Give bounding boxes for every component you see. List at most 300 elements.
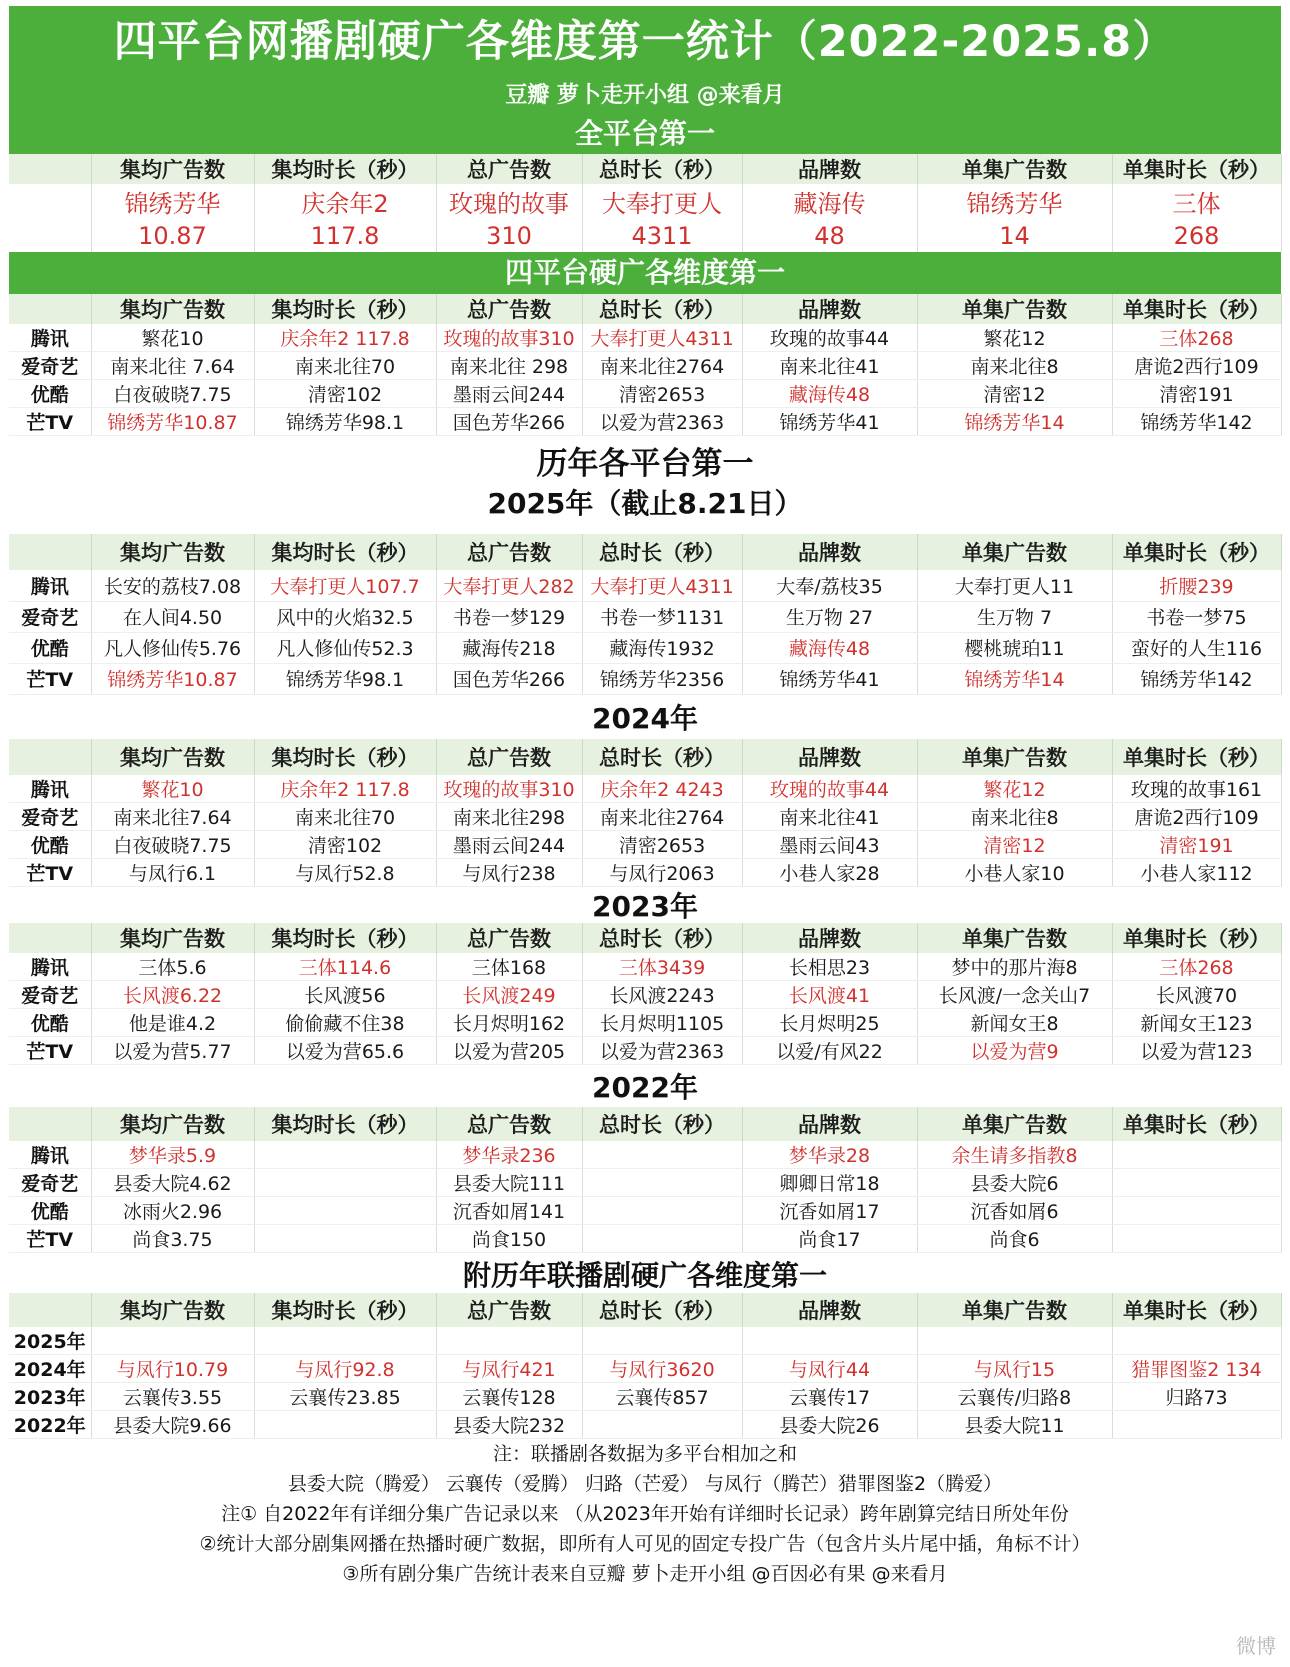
- table-cell: 国色芳华266: [436, 663, 582, 694]
- table-cell: 沉香如屑6: [917, 1196, 1112, 1224]
- table-cell: 清密12: [917, 830, 1112, 858]
- table-cell: 以爱为营205: [436, 1036, 582, 1064]
- table-cell: 繁花10: [91, 324, 254, 352]
- table-cell: 唐诡2西行109: [1112, 802, 1281, 830]
- col-header: 集均时长（秒）: [254, 1107, 436, 1141]
- table-cell: 云襄传17: [742, 1382, 917, 1410]
- col-header: 单集广告数: [917, 739, 1112, 775]
- table-cell: 县委大院11: [917, 1410, 1112, 1438]
- table-row: [9, 1327, 1281, 1355]
- table-cell: [582, 1168, 742, 1196]
- table-cell: [1112, 1224, 1281, 1252]
- table-cell: 他是谁4.2: [91, 1008, 254, 1036]
- notes-block: [9, 1439, 1281, 1589]
- table-cell: 大奉打更人4311: [582, 570, 742, 601]
- row-label: 优酷: [9, 1008, 91, 1036]
- table-row: [9, 1354, 1281, 1382]
- column-header-row: [9, 923, 1281, 953]
- col-header: 品牌数: [742, 294, 917, 324]
- col-header: 单集广告数: [917, 1107, 1112, 1141]
- row-label: 腾讯: [9, 324, 91, 352]
- table-cell: 大奉打更人107.7: [254, 570, 436, 601]
- table-cell: 书卷一梦1131: [582, 601, 742, 632]
- col-header: 总时长（秒）: [582, 1293, 742, 1327]
- col-header: 总时长（秒）: [582, 739, 742, 775]
- table-row: [9, 570, 1281, 601]
- table-cell: 长风渡70: [1112, 980, 1281, 1008]
- table-cell: [1112, 1410, 1281, 1438]
- col-header: 品牌数: [742, 923, 917, 953]
- table-row: [9, 775, 1281, 803]
- summary-value: 268: [1112, 219, 1281, 252]
- row-label: 2025年: [9, 1327, 91, 1355]
- table-cell: 小巷人家10: [917, 858, 1112, 886]
- table-cell: 县委大院232: [436, 1410, 582, 1438]
- note-line: ②统计大部分剧集网播在热播时硬广数据，即所有人可见的固定专投广告（包含片头片尾中插，角标不计）: [199, 1532, 1091, 1555]
- year-2022-table: [9, 1107, 1282, 1253]
- col-header: 单集广告数: [917, 294, 1112, 324]
- col-header: 品牌数: [742, 1107, 917, 1141]
- col-header: 单集时长（秒）: [1112, 294, 1281, 324]
- table-cell: 以爱为营5.77: [91, 1036, 254, 1064]
- col-header: 总广告数: [436, 1293, 582, 1327]
- table-cell: 锦绣芳华10.87: [91, 663, 254, 694]
- watermark: 微博: [1236, 1634, 1276, 1658]
- table-cell: 与凤行421: [436, 1354, 582, 1382]
- col-header: 集均广告数: [91, 739, 254, 775]
- table-cell: 锦绣芳华2356: [582, 663, 742, 694]
- page-title: 四平台网播剧硬广各维度第一统计（2022-2025.8）: [9, 6, 1281, 78]
- table-cell: 南来北往70: [254, 802, 436, 830]
- table-cell: 玫瑰的故事161: [1112, 775, 1281, 803]
- row-label: 2024年: [9, 1354, 91, 1382]
- table-cell: 县委大院26: [742, 1410, 917, 1438]
- table-cell: 南来北往2764: [582, 802, 742, 830]
- column-header-row: [9, 294, 1281, 324]
- table-row: [9, 632, 1281, 663]
- col-header: 品牌数: [742, 534, 917, 570]
- table-cell: 庆余年2 117.8: [254, 324, 436, 352]
- table-cell: 清密2653: [582, 380, 742, 408]
- table-cell: 以爱为营2363: [582, 408, 742, 436]
- summary-value: 117.8: [254, 219, 436, 252]
- table-cell: 书卷一梦129: [436, 601, 582, 632]
- table-cell: 与凤行52.8: [254, 858, 436, 886]
- col-header: 单集广告数: [917, 154, 1112, 184]
- table-cell: 冰雨火2.96: [91, 1196, 254, 1224]
- table-cell: 南来北往 7.64: [91, 352, 254, 380]
- col-header: 集均广告数: [91, 923, 254, 953]
- table-row: [9, 1008, 1281, 1036]
- table-cell: 与凤行15: [917, 1354, 1112, 1382]
- table-row: [9, 663, 1281, 694]
- table-cell: 清密102: [254, 830, 436, 858]
- table-cell: 新闻女王8: [917, 1008, 1112, 1036]
- table-cell: 三体3439: [582, 953, 742, 981]
- table-row: [9, 802, 1281, 830]
- table-cell: 以爱为营2363: [582, 1036, 742, 1064]
- table-cell: 庆余年2 117.8: [254, 775, 436, 803]
- row-label: 2023年: [9, 1382, 91, 1410]
- table-cell: [1112, 1327, 1281, 1355]
- table-cell: 与凤行3620: [582, 1354, 742, 1382]
- col-header: 总广告数: [436, 1107, 582, 1141]
- table-cell: 卿卿日常18: [742, 1168, 917, 1196]
- summary-value: 4311: [582, 219, 742, 252]
- column-header-row: [9, 1107, 1281, 1141]
- table-row: [9, 953, 1281, 981]
- summary-name: 庆余年2: [254, 184, 436, 219]
- table-cell: 县委大院6: [917, 1168, 1112, 1196]
- col-header: 集均时长（秒）: [254, 1293, 436, 1327]
- col-header: 集均广告数: [91, 294, 254, 324]
- table-cell: 长风渡6.22: [91, 980, 254, 1008]
- col-header: 总时长（秒）: [582, 154, 742, 184]
- table-cell: 小巷人家112: [1112, 858, 1281, 886]
- table-cell: 偷偷藏不住38: [254, 1008, 436, 1036]
- col-header: 单集时长（秒）: [1112, 1107, 1281, 1141]
- table-row: [9, 380, 1281, 408]
- table-cell: 墨雨云间244: [436, 830, 582, 858]
- table-cell: 清密2653: [582, 830, 742, 858]
- table-cell: 县委大院111: [436, 1168, 582, 1196]
- table-cell: 长风渡56: [254, 980, 436, 1008]
- joint-table: [9, 1293, 1282, 1439]
- row-label: 优酷: [9, 380, 91, 408]
- year-2023-table: [9, 923, 1282, 1065]
- table-cell: 锦绣芳华41: [742, 408, 917, 436]
- table-cell: 余生请多指教8: [917, 1141, 1112, 1169]
- table-cell: 尚食17: [742, 1224, 917, 1252]
- table-cell: 庆余年2 4243: [582, 775, 742, 803]
- table-cell: 繁花12: [917, 324, 1112, 352]
- row-label: 芒TV: [9, 408, 91, 436]
- row-label: 优酷: [9, 830, 91, 858]
- table-cell: [254, 1327, 436, 1355]
- table-cell: [436, 1327, 582, 1355]
- table-cell: 尚食3.75: [91, 1224, 254, 1252]
- table-row: [9, 1224, 1281, 1252]
- table-cell: 尚食150: [436, 1224, 582, 1252]
- col-header: 单集广告数: [917, 923, 1112, 953]
- row-label: 腾讯: [9, 1141, 91, 1169]
- table-cell: 以爱为营123: [1112, 1036, 1281, 1064]
- table-cell: [1112, 1196, 1281, 1224]
- summary-name: 锦绣芳华: [917, 184, 1112, 219]
- table-cell: 在人间4.50: [91, 601, 254, 632]
- row-label: 芒TV: [9, 663, 91, 694]
- table-cell: [1112, 1141, 1281, 1169]
- col-header: 总广告数: [436, 739, 582, 775]
- table-cell: [582, 1196, 742, 1224]
- year-2023-heading: 2023年: [9, 887, 1281, 923]
- summary-value-row: [9, 219, 1281, 252]
- table-cell: 新闻女王123: [1112, 1008, 1281, 1036]
- table-cell: 锦绣芳华98.1: [254, 663, 436, 694]
- note-line: 注① 自2022年有详细分集广告记录以来 （从2023年开始有详细时长记录）跨年剧算完结日所处年份: [221, 1502, 1069, 1525]
- table-cell: 凡人修仙传5.76: [91, 632, 254, 663]
- table-cell: [582, 1141, 742, 1169]
- year-2024-table: [9, 739, 1282, 887]
- row-label: 芒TV: [9, 858, 91, 886]
- table-cell: 繁花12: [917, 775, 1112, 803]
- note-line: 县委大院（腾爱） 云襄传（爱腾） 归路（芒爱） 与凤行（腾芒）猎罪图鉴2（腾爱）: [287, 1472, 1003, 1495]
- row-label: 爱奇艺: [9, 1168, 91, 1196]
- table-cell: [582, 1410, 742, 1438]
- section-four-platform-heading: 四平台硬广各维度第一: [9, 252, 1281, 294]
- table-cell: 长风渡41: [742, 980, 917, 1008]
- row-label: 优酷: [9, 632, 91, 663]
- table-cell: 沉香如屑141: [436, 1196, 582, 1224]
- table-cell: [1112, 1168, 1281, 1196]
- table-row: [9, 324, 1281, 352]
- table-cell: 长相思23: [742, 953, 917, 981]
- table-cell: 大奉打更人4311: [582, 324, 742, 352]
- page-subtitle: 豆瓣 萝卜走开小组 @来看月: [9, 78, 1281, 114]
- col-header: 单集时长（秒）: [1112, 534, 1281, 570]
- col-header: 集均时长（秒）: [254, 154, 436, 184]
- col-header: 总广告数: [436, 294, 582, 324]
- yearly-heading: 历年各平台第一: [9, 436, 1281, 484]
- table-cell: 梦华录5.9: [91, 1141, 254, 1169]
- table-row: [9, 408, 1281, 436]
- row-label: 腾讯: [9, 775, 91, 803]
- column-header-row: [9, 739, 1281, 775]
- joint-heading: 附历年联播剧硬广各维度第一: [9, 1253, 1281, 1293]
- stats-sheet: [9, 6, 1281, 1589]
- table-cell: 与凤行2063: [582, 858, 742, 886]
- row-label: 爱奇艺: [9, 352, 91, 380]
- table-cell: 三体268: [1112, 324, 1281, 352]
- table-cell: 白夜破晓7.75: [91, 830, 254, 858]
- col-header: 总广告数: [436, 923, 582, 953]
- col-header: 总广告数: [436, 534, 582, 570]
- table-cell: 猎罪图鉴2 134: [1112, 1354, 1281, 1382]
- table-cell: 以爱/有风22: [742, 1036, 917, 1064]
- row-label: 2022年: [9, 1410, 91, 1438]
- table-cell: 与凤行44: [742, 1354, 917, 1382]
- all-platform-table: [9, 154, 1282, 252]
- row-label: 爱奇艺: [9, 601, 91, 632]
- year-2025-heading: 2025年（截止8.21日）: [9, 484, 1281, 526]
- col-header: 单集时长（秒）: [1112, 1293, 1281, 1327]
- row-label: 爱奇艺: [9, 802, 91, 830]
- table-cell: 墨雨云间43: [742, 830, 917, 858]
- table-cell: 书卷一梦75: [1112, 601, 1281, 632]
- row-label: 腾讯: [9, 953, 91, 981]
- table-cell: 长风渡249: [436, 980, 582, 1008]
- year-2025-table: [9, 534, 1282, 695]
- row-label: 腾讯: [9, 570, 91, 601]
- summary-name-row: [9, 184, 1281, 219]
- table-cell: 县委大院4.62: [91, 1168, 254, 1196]
- summary-value: 48: [742, 219, 917, 252]
- summary-name: 大奉打更人: [582, 184, 742, 219]
- table-cell: 锦绣芳华142: [1112, 663, 1281, 694]
- summary-name: 三体: [1112, 184, 1281, 219]
- table-cell: 清密191: [1112, 830, 1281, 858]
- col-header: 集均广告数: [91, 154, 254, 184]
- col-header: 单集广告数: [917, 534, 1112, 570]
- table-cell: [917, 1327, 1112, 1355]
- col-header: 集均时长（秒）: [254, 534, 436, 570]
- table-cell: 与凤行6.1: [91, 858, 254, 886]
- summary-name: 玫瑰的故事: [436, 184, 582, 219]
- table-cell: 玫瑰的故事44: [742, 324, 917, 352]
- col-header: 集均广告数: [91, 534, 254, 570]
- table-cell: 锦绣芳华10.87: [91, 408, 254, 436]
- table-cell: [582, 1327, 742, 1355]
- table-cell: 白夜破晓7.75: [91, 380, 254, 408]
- table-cell: 蛮好的人生116: [1112, 632, 1281, 663]
- col-header: 集均广告数: [91, 1107, 254, 1141]
- table-row: [9, 1382, 1281, 1410]
- table-cell: 归路73: [1112, 1382, 1281, 1410]
- col-header: 品牌数: [742, 739, 917, 775]
- table-cell: 与凤行10.79: [91, 1354, 254, 1382]
- table-cell: 长风渡2243: [582, 980, 742, 1008]
- table-cell: 南来北往 298: [436, 352, 582, 380]
- table-cell: 樱桃琥珀11: [917, 632, 1112, 663]
- table-cell: 南来北往41: [742, 802, 917, 830]
- col-header: 总广告数: [436, 154, 582, 184]
- table-cell: 云襄传857: [582, 1382, 742, 1410]
- row-label: 优酷: [9, 1196, 91, 1224]
- table-cell: 长安的荔枝7.08: [91, 570, 254, 601]
- col-header: 集均广告数: [91, 1293, 254, 1327]
- note-line: ③所有剧分集广告统计表来自豆瓣 萝卜走开小组 @百因必有果 @来看月: [342, 1562, 948, 1585]
- table-cell: 云襄传128: [436, 1382, 582, 1410]
- col-header: 单集时长（秒）: [1112, 923, 1281, 953]
- table-cell: 锦绣芳华14: [917, 663, 1112, 694]
- col-header: 品牌数: [742, 1293, 917, 1327]
- col-header: 单集时长（秒）: [1112, 739, 1281, 775]
- table-row: [9, 830, 1281, 858]
- table-row: [9, 601, 1281, 632]
- table-cell: 大奉打更人282: [436, 570, 582, 601]
- table-cell: 三体5.6: [91, 953, 254, 981]
- col-header: 单集时长（秒）: [1112, 154, 1281, 184]
- table-cell: 尚食6: [917, 1224, 1112, 1252]
- col-header: 集均时长（秒）: [254, 294, 436, 324]
- summary-name: 藏海传: [742, 184, 917, 219]
- table-cell: 清密191: [1112, 380, 1281, 408]
- column-header-row: [9, 534, 1281, 570]
- table-cell: 南来北往2764: [582, 352, 742, 380]
- row-label: 爱奇艺: [9, 980, 91, 1008]
- table-row: [9, 980, 1281, 1008]
- table-cell: 繁花10: [91, 775, 254, 803]
- table-cell: 三体268: [1112, 953, 1281, 981]
- table-cell: 锦绣芳华98.1: [254, 408, 436, 436]
- table-cell: 小巷人家28: [742, 858, 917, 886]
- summary-value: 310: [436, 219, 582, 252]
- table-cell: 长风渡/一念关山7: [917, 980, 1112, 1008]
- col-header: 单集广告数: [917, 1293, 1112, 1327]
- table-cell: 藏海传218: [436, 632, 582, 663]
- table-row: [9, 1141, 1281, 1169]
- col-header: 总时长（秒）: [582, 1107, 742, 1141]
- section-all-platform-heading: 全平台第一: [9, 114, 1281, 154]
- table-cell: 清密12: [917, 380, 1112, 408]
- table-cell: 玫瑰的故事44: [742, 775, 917, 803]
- table-cell: [742, 1327, 917, 1355]
- table-cell: 锦绣芳华41: [742, 663, 917, 694]
- col-header: 总时长（秒）: [582, 923, 742, 953]
- col-header: 品牌数: [742, 154, 917, 184]
- table-cell: 三体168: [436, 953, 582, 981]
- col-header: 总时长（秒）: [582, 294, 742, 324]
- table-cell: 大奉/荔枝35: [742, 570, 917, 601]
- table-cell: 玫瑰的故事310: [436, 775, 582, 803]
- table-cell: 云襄传/归路8: [917, 1382, 1112, 1410]
- table-cell: 梦华录28: [742, 1141, 917, 1169]
- table-cell: 沉香如屑17: [742, 1196, 917, 1224]
- table-cell: [254, 1224, 436, 1252]
- table-row: [9, 1168, 1281, 1196]
- table-cell: 生万物 27: [742, 601, 917, 632]
- summary-name: 锦绣芳华: [91, 184, 254, 219]
- year-2024-heading: 2024年: [9, 695, 1281, 739]
- table-cell: 国色芳华266: [436, 408, 582, 436]
- col-header: 总时长（秒）: [582, 534, 742, 570]
- row-label: 芒TV: [9, 1036, 91, 1064]
- column-header-row: [9, 1293, 1281, 1327]
- table-cell: 锦绣芳华14: [917, 408, 1112, 436]
- year-2022-heading: 2022年: [9, 1065, 1281, 1107]
- table-cell: [582, 1224, 742, 1252]
- table-cell: 长月烬明1105: [582, 1008, 742, 1036]
- table-cell: 南来北往298: [436, 802, 582, 830]
- table-cell: 墨雨云间244: [436, 380, 582, 408]
- table-row: [9, 858, 1281, 886]
- table-cell: 清密102: [254, 380, 436, 408]
- table-cell: 南来北往70: [254, 352, 436, 380]
- table-cell: [254, 1168, 436, 1196]
- table-cell: 唐诡2西行109: [1112, 352, 1281, 380]
- table-row: [9, 1410, 1281, 1438]
- table-cell: 藏海传48: [742, 632, 917, 663]
- col-header: 集均时长（秒）: [254, 923, 436, 953]
- table-cell: [91, 1327, 254, 1355]
- table-cell: 大奉打更人11: [917, 570, 1112, 601]
- table-cell: 与凤行92.8: [254, 1354, 436, 1382]
- table-cell: 藏海传48: [742, 380, 917, 408]
- table-row: [9, 1196, 1281, 1224]
- table-cell: 县委大院9.66: [91, 1410, 254, 1438]
- table-cell: 与凤行238: [436, 858, 582, 886]
- table-cell: [254, 1410, 436, 1438]
- table-cell: 以爱为营9: [917, 1036, 1112, 1064]
- summary-value: 14: [917, 219, 1112, 252]
- table-row: [9, 1036, 1281, 1064]
- table-cell: 南来北往8: [917, 802, 1112, 830]
- table-cell: 风中的火焰32.5: [254, 601, 436, 632]
- table-cell: 凡人修仙传52.3: [254, 632, 436, 663]
- table-cell: 云襄传3.55: [91, 1382, 254, 1410]
- table-cell: 南来北往8: [917, 352, 1112, 380]
- table-cell: 梦中的那片海8: [917, 953, 1112, 981]
- table-cell: 云襄传23.85: [254, 1382, 436, 1410]
- col-header: 集均时长（秒）: [254, 739, 436, 775]
- row-label: 芒TV: [9, 1224, 91, 1252]
- table-cell: 梦华录236: [436, 1141, 582, 1169]
- table-cell: 藏海传1932: [582, 632, 742, 663]
- summary-value: 10.87: [91, 219, 254, 252]
- table-cell: 生万物 7: [917, 601, 1112, 632]
- table-row: [9, 352, 1281, 380]
- table-cell: 长月烬明162: [436, 1008, 582, 1036]
